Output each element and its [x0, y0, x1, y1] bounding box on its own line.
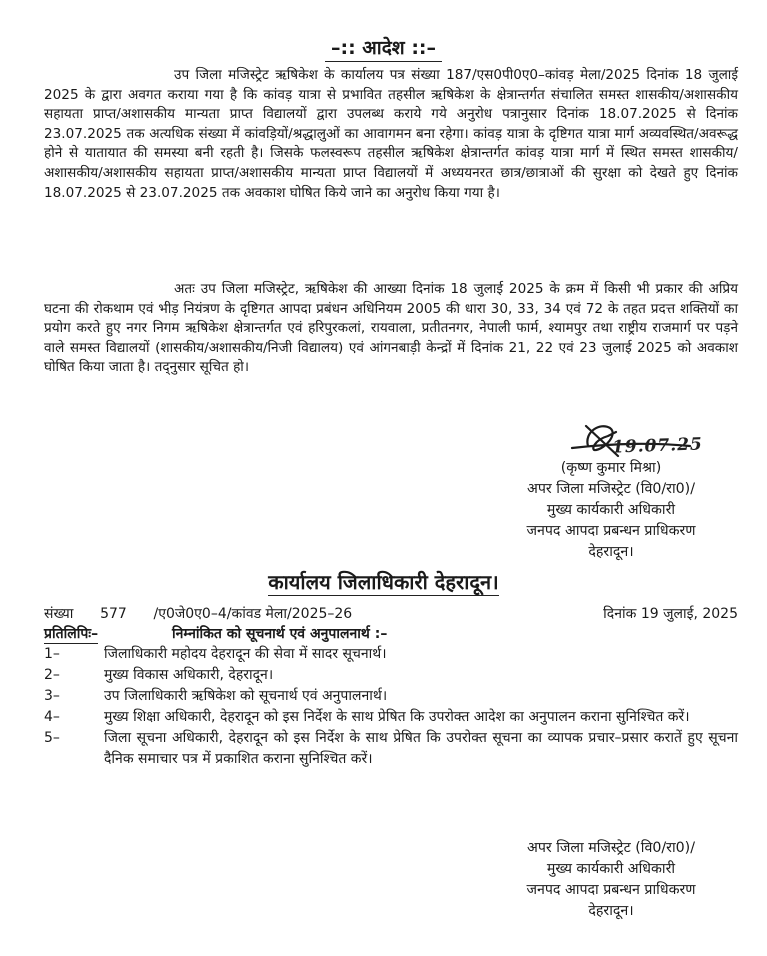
list-item-number: 5– — [44, 730, 60, 746]
signatory-designation-2: मुख्य कार्यकारी अधिकारी — [546, 861, 676, 877]
list-item — [44, 707, 738, 728]
list-item-text: जिला सूचना अधिकारी, देहरादून को इस निर्देश के साथ प्रेषित कि उपरोक्त सूचना का व्यापक प्रचार–प्रसार करातें हुए सूचना दैनिक समाचार पत्र में प्रकाशित कराना सुनिश्चित करें। — [104, 730, 738, 767]
list-item-text: मुख्य शिक्षा अधिकारी, देहरादून को इस निर्देश के साथ प्रेषित कि उपरोक्त आदेश का अनुपालन कराना सुनिश्चित करें। — [104, 709, 690, 725]
list-item — [44, 686, 738, 707]
copy-label: प्रतिलिपिः– — [44, 626, 99, 642]
list-item-number: 4– — [44, 709, 60, 725]
list-item-text: उप जिलाधिकारी ऋषिकेश को सूचनार्थ एवं अनुपालनार्थ। — [104, 688, 388, 704]
list-item-number: 2– — [44, 667, 60, 683]
order-paragraph-2 — [44, 280, 738, 378]
list-item — [44, 728, 738, 770]
list-item-text: मुख्य विकास अधिकारी, देहरादून। — [104, 667, 274, 683]
signature-date: 19.07.25 — [611, 434, 704, 458]
signatory-designation-2: मुख्य कार्यकारी अधिकारी — [546, 502, 676, 518]
office-heading-text: कार्यालय जिलाधिकारी देहरादून। — [268, 570, 499, 594]
list-item-text: जिलाधिकारी महोदय देहरादून की सेवा में सादर सूचनार्थ। — [104, 646, 387, 662]
paragraph-2-text: अतः उप जिला मजिस्ट्रेट, ऋषिकेश की आख्या दिनांक 18 जुलाई 2025 के क्रम में किसी भी प्रकार की अप्रिय घटना की रोकथाम एवं भीड़ नियंत्रण के दृष्टिगत आपदा प्रबंधन अधिनियम 2005 की धारा 30, 33, 34 एवं 72 के तहत प्रदत्त शक्तियों का प्रयोग करते हुए नगर निगम ऋषिकेश क्षेत्रान्तर्गत एवं हरिपुरकलां, रायवाला, प्रतीतनगर, नेपाली फार्म, श्यामपुर तथा राष्ट्रीय राजमार्ग पर पड़ने वाले समस्त विद्यालयों (शासकीय/अशासकीय/निजी विद्यालय) एवं आंगनबाड़ी केन्द्रों में दिनांक 21, 22 एवं 23 जुलाई 2025 को अवकाश घोषित किया जाता है। तद्नुसार सूचित हो। — [44, 281, 738, 376]
order-title-text: –:: आदेश ::– — [325, 34, 442, 62]
list-item — [44, 644, 738, 665]
signatory-designation-3: जनपद आपदा प्रबन्धन प्राधिकरण — [526, 523, 696, 539]
signatory-block-2 — [476, 838, 746, 922]
signatory-designation-3: जनपद आपदा प्रबन्धन प्राधिकरण — [526, 882, 696, 898]
list-item-number: 1– — [44, 646, 60, 662]
signatory-place: देहरादून। — [588, 903, 634, 919]
signatory-designation-1: अपर जिला मजिस्ट्रेट (वि0/रा0)/ — [527, 840, 695, 856]
order-paragraph-1 — [44, 66, 738, 203]
office-heading — [0, 568, 767, 595]
signatory-name: (कृष्ण कुमार मिश्रा) — [560, 460, 662, 476]
distribution-list — [44, 644, 738, 770]
signatory-place: देहरादून। — [588, 544, 634, 560]
reference-number: संख्या 577 /ए0जे0ए0–4/कांवड मेला/2025–26 — [44, 606, 353, 622]
list-item-number: 3– — [44, 688, 60, 704]
reference-date: दिनांक 19 जुलाई, 2025 — [603, 606, 738, 622]
paragraph-1-text: उप जिला मजिस्ट्रेट ऋषिकेश के कार्यालय पत्र संख्या 187/एस0पी0ए0–कांवड़ मेला/2025 दिनांक 18 जुलाई 2025 के द्वारा अवगत कराया गया है कि कांवड़ यात्रा से प्रभावित तहसील ऋषिकेश के क्षेत्रान्तर्गत संचालित समस्त शासकीय/अशासकीय सहायता प्राप्त/अशासकीय मान्यता प्राप्त विद्यालयों द्वारा उपलब्ध कराये गये अनुरोध पत्रानुसार दिनांक 18.07.2025 से दिनांक 23.07.2025 तक अत्यधिक संख्या में कांवड़ियों/श्रद्धालुओं का आवागमन बना रहेगा। कांवड़ यात्रा के दृष्टिगत यात्रा मार्ग अव्यवस्थित/अवरूद्ध होने से यातायात की समस्या बनी रहती है। जिसके फलस्वरूप तहसील ऋषिकेश क्षेत्रान्तर्गत कांवड़ यात्रा मार्ग में स्थित समस्त शासकीय/अशासकीय/अशासकीय सहायता प्राप्त/अशासकीय मान्यता प्राप्त विद्यालयों में अध्ययनरत छात्र/छात्राओं की सुरक्षा को देखते हुए दिनांक 18.07.2025 से 23.07.2025 तक अवकाश घोषित किये जाने का अनुरोध किया गया है। — [44, 67, 738, 201]
signatory-designation-1: अपर जिला मजिस्ट्रेट (वि0/रा0)/ — [527, 481, 695, 497]
copy-text: निम्नांकित को सूचनार्थ एवं अनुपालनार्थ :– — [172, 626, 388, 642]
order-title — [0, 34, 767, 62]
signatory-block-1 — [476, 458, 746, 563]
list-item — [44, 665, 738, 686]
